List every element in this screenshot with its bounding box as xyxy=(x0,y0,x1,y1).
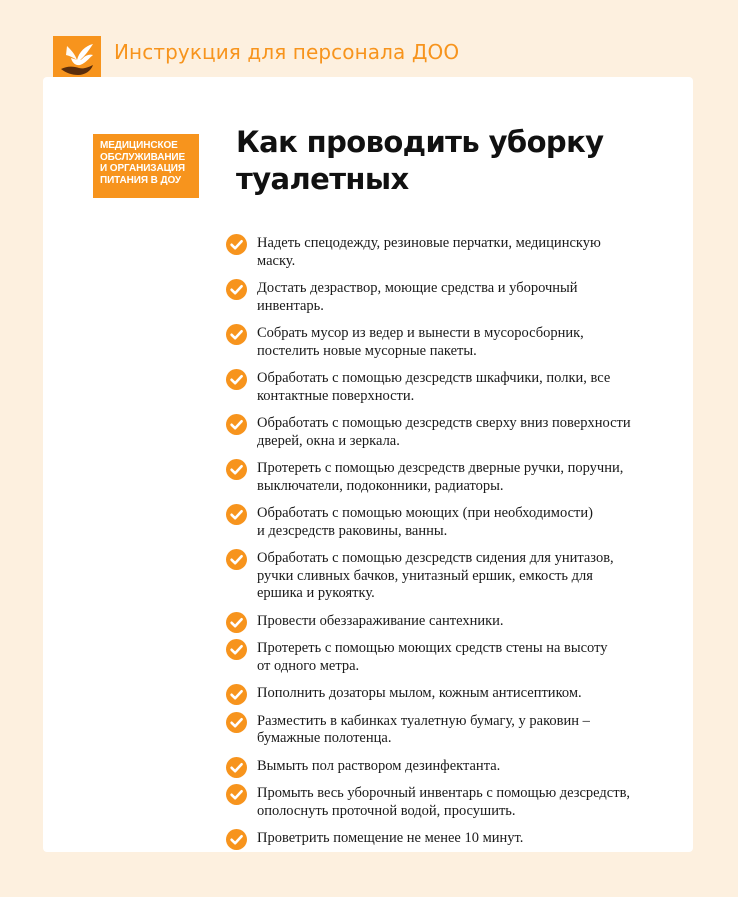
step-item xyxy=(226,279,666,315)
step-text-line: выключатели, подоконники, радиаторы. xyxy=(257,477,504,494)
step-text-line: Достать дезраствор, моющие средства и уборочный xyxy=(257,280,578,296)
step-text-line: бумажные полотенца. xyxy=(257,730,392,746)
step-text-line: ершика и рукоятку. xyxy=(257,585,375,601)
header-title: Инструкция для персонала ДОО xyxy=(114,40,460,64)
checkmark-circle-icon xyxy=(226,784,247,805)
step-text xyxy=(257,234,666,270)
step-text xyxy=(257,612,666,631)
step-text-line: Обработать с помощью дезсредств сверху вниз поверхности xyxy=(257,415,631,431)
step-text xyxy=(257,549,666,603)
step-item xyxy=(226,784,666,820)
step-text-line: дверей, окна и зеркала. xyxy=(257,432,400,449)
step-item xyxy=(226,504,666,540)
step-text-line: от одного метра. xyxy=(257,657,360,674)
checkmark-circle-icon xyxy=(226,324,247,345)
step-text-line: контактные поверхности. xyxy=(257,387,415,404)
checkmark-circle-icon xyxy=(226,757,247,778)
step-text-line: Протереть с помощью моющих средств стены на высоту xyxy=(257,640,608,656)
step-text xyxy=(257,784,666,820)
page-title xyxy=(236,124,656,198)
checkmark-circle-icon xyxy=(226,504,247,525)
badge-line: МЕДИЦИНСКОЕ xyxy=(100,140,178,151)
checkmark-circle-icon xyxy=(226,639,247,660)
step-text-line: Обработать с помощью дезсредств сидения для унитазов, xyxy=(257,550,614,566)
step-item xyxy=(226,684,666,703)
checkmark-circle-icon xyxy=(226,712,247,733)
instruction-card xyxy=(43,77,693,852)
step-text-line: Обработать с помощью моющих (при необходимости) xyxy=(257,505,593,521)
step-text-line: и дезсредств раковины, ванны. xyxy=(257,522,448,539)
step-item xyxy=(226,234,666,270)
checkmark-circle-icon xyxy=(226,459,247,480)
step-text-line: Провести обеззараживание сантехники. xyxy=(257,612,504,629)
step-item xyxy=(226,549,666,603)
step-item xyxy=(226,414,666,450)
step-text-line: Надеть спецодежду, резиновые перчатки, медицинскую xyxy=(257,235,601,251)
step-text-line: Протереть с помощью дезсредств дверные ручки, поручни, xyxy=(257,460,624,476)
step-text xyxy=(257,459,666,495)
step-item xyxy=(226,612,666,631)
step-text-line: ополоснуть проточной водой, просушить. xyxy=(257,802,516,819)
step-item xyxy=(226,829,666,848)
badge-line: ПИТАНИЯ В ДОУ xyxy=(100,174,182,186)
step-text xyxy=(257,369,666,405)
step-text-line: маску. xyxy=(257,252,296,269)
step-text xyxy=(257,757,666,776)
checkmark-circle-icon xyxy=(226,369,247,390)
step-text xyxy=(257,829,666,848)
step-text-line: постелить новые мусорные пакеты. xyxy=(257,342,477,359)
step-item xyxy=(226,324,666,360)
step-text xyxy=(257,504,666,540)
checkmark-circle-icon xyxy=(226,829,247,850)
step-text-line: Вымыть пол раствором дезинфектанта. xyxy=(257,757,501,774)
step-text-line: Промыть весь уборочный инвентарь с помощью дезсредств, xyxy=(257,785,631,801)
step-text-line: Собрать мусор из ведер и вынести в мусоросборник, xyxy=(257,325,584,341)
page-title-line: Как проводить уборку xyxy=(236,125,604,159)
step-text-line: ручки сливных бачков, унитазный ершик, емкость для xyxy=(257,567,593,584)
step-text xyxy=(257,684,666,703)
badge-line: ОБСЛУЖИВАНИЕ xyxy=(100,151,186,163)
checkmark-circle-icon xyxy=(226,612,247,633)
step-item xyxy=(226,639,666,675)
checkmark-circle-icon xyxy=(226,549,247,570)
steps-list xyxy=(226,234,666,848)
checkmark-circle-icon xyxy=(226,684,247,705)
step-text xyxy=(257,324,666,360)
step-text-line: Разместить в кабинках туалетную бумагу, у раковин – xyxy=(257,712,590,729)
step-text xyxy=(257,639,666,675)
page-title-line: туалетных xyxy=(236,162,409,196)
step-text xyxy=(257,712,666,748)
step-item xyxy=(226,712,666,748)
checkmark-circle-icon xyxy=(226,279,247,300)
step-item xyxy=(226,757,666,776)
checkmark-circle-icon xyxy=(226,414,247,435)
step-text-line: Проветрить помещение не менее 10 минут. xyxy=(257,830,524,846)
step-text xyxy=(257,279,666,315)
step-text-line: Обработать с помощью дезсредств шкафчики, полки, все xyxy=(257,370,611,386)
step-text-line: инвентарь. xyxy=(257,297,324,314)
badge-line: И ОРГАНИЗАЦИЯ xyxy=(100,163,185,174)
section-badge xyxy=(93,134,199,198)
step-item xyxy=(226,459,666,495)
step-item xyxy=(226,369,666,405)
step-text xyxy=(257,414,666,450)
step-text-line: Пополнить дозаторы мылом, кожным антисептиком. xyxy=(257,685,582,701)
checkmark-circle-icon xyxy=(226,234,247,255)
